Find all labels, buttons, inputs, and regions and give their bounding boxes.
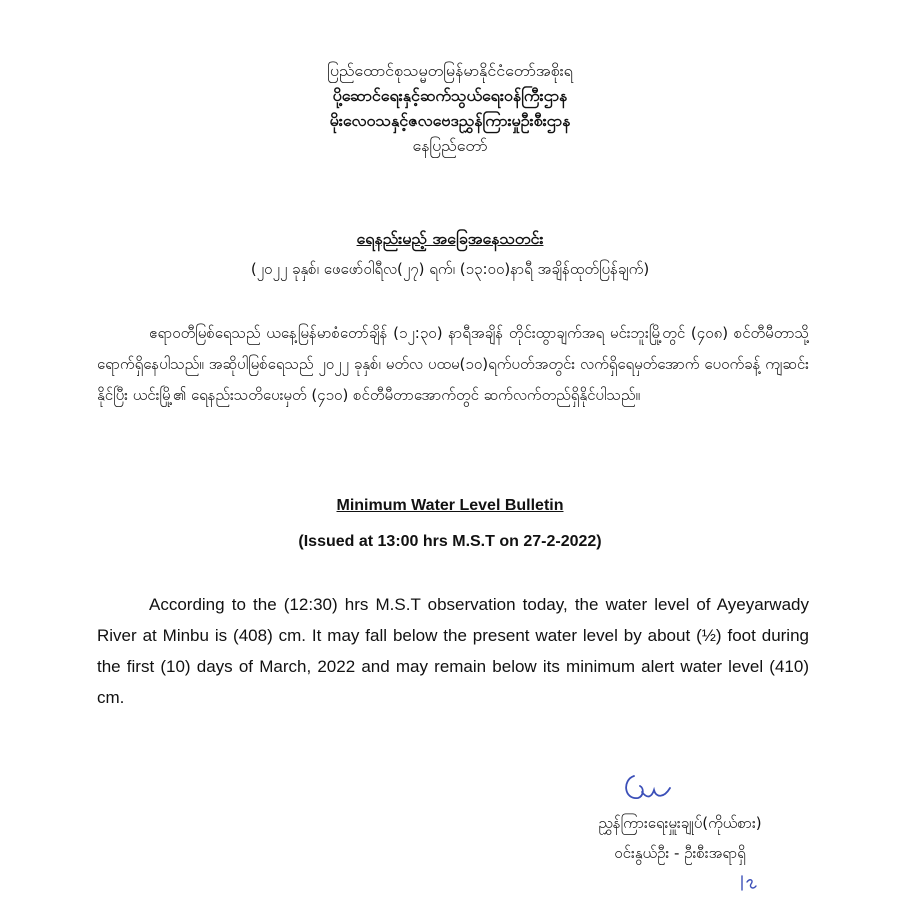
bulletin-title-myanmar: ရေနည်းမည့် အခြေအနေသတင်း bbox=[356, 229, 544, 248]
issued-line-myanmar: (၂၀၂၂ ခုနှစ်၊ ဖေဖော်ဝါရီလ(၂၇) ရက်၊ (၁၃:၀၀)နာရီ အချိန်ထုတ်ပြန်ချက်) bbox=[250, 260, 650, 278]
handwritten-signature bbox=[620, 770, 680, 810]
bulletin-title-english: Minimum Water Level Bulletin bbox=[336, 497, 564, 514]
issued-line-english: (Issued at 13:00 hrs M.S.T on 27-2-2022) bbox=[298, 533, 602, 550]
bulletin-body-myanmar: ဧရာဝတီမြစ်ရေသည် ယနေ့မြန်မာစံတော်ချိန် (၁၂:၃၀) နာရီအချိန် တိုင်းထွာချက်အရ မင်းဘူးမြို့တွင် (၄၀၈) စင်တီမီတာသို့ ရောက်ရှိနေပါသည်။ အဆိုပါမြစ်ရေသည် ၂၀၂၂ ခုနှစ်၊ မတ်လ ပထမ(၁၀)ရက်ပတ်အတွင်း လက်ရှိရေမှတ်အောက် ပေဝက်ခန့် ကျဆင်းနိုင်ပြီး ယင်းမြို့၏ ရေနည်းသတိပေးမှတ် (၄၁၀) စင်တီမီတာအောက်တွင် ဆက်လက်တည်ရှိနိုင်ပါသည်။ bbox=[97, 324, 809, 404]
department-name: မိုးလေဝသနှင့်ဇလဗေဒညွှန်ကြားမှုဦးစီးဌာန bbox=[329, 111, 571, 130]
handwritten-initials bbox=[738, 872, 760, 894]
letterhead bbox=[0, 58, 900, 158]
signatory-name: ဝင်းနွယ်ဦး - ဦးစီးအရာရှိ bbox=[614, 844, 746, 862]
government-name: ပြည်ထောင်စုသမ္မတမြန်မာနိုင်ငံတော်အစိုးရ bbox=[327, 61, 573, 80]
ministry-name: ပို့ဆောင်ရေးနှင့်ဆက်သွယ်ရေးဝန်ကြီးဌာန bbox=[332, 86, 568, 105]
signature-block bbox=[560, 808, 800, 868]
signatory-title: ညွှန်ကြားရေးမှူးချုပ်(ကိုယ်စား) bbox=[598, 814, 762, 832]
city-name: နေပြည်တော် bbox=[412, 136, 488, 155]
bulletin-body-english: According to the (12:30) hrs M.S.T observation today, the water level of Ayeyarwady River at Minbu is (408) cm. It may fall below the present water level by about (½) foot during the first (10) days of March, 2022 and may remain below its minimum alert water level (410) cm. bbox=[97, 595, 809, 707]
